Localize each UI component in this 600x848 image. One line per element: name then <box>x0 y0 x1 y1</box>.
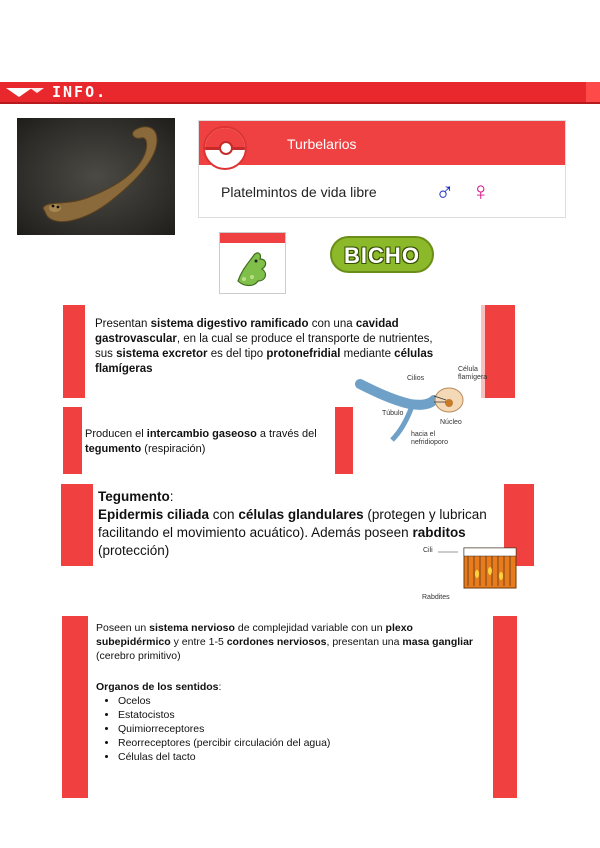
diagram-label-celula: Célula <box>458 366 478 373</box>
panel-respiration <box>63 407 353 474</box>
chevron-down-icon <box>6 88 32 97</box>
diagram-label-tubulo: Túbulo <box>382 410 404 417</box>
sense-organ-item: • Estatocistos <box>118 708 488 722</box>
panel-left-stripe <box>62 616 88 798</box>
panel4-text: Poseen un sistema nervioso de complejidad variable con un plexo subepidérmico y entre 1-5 cordones nerviosos, presentan una masa gangliar (cerebro primitivo) <box>96 622 474 662</box>
diagram-label-flamigera: flamígera <box>458 374 488 381</box>
type-badge <box>330 236 434 273</box>
diagram-label-nucleo: Núcleo <box>440 419 462 426</box>
diagram-label-cilios: Cilios <box>407 375 425 382</box>
sense-organ-item: • Quimiorreceptores <box>118 722 488 736</box>
caterpillar-sprite-icon <box>232 247 274 289</box>
type-badge-label: BICHO <box>344 243 420 268</box>
panel-left-stripe <box>61 484 93 566</box>
diagram-label-hacia: hacia el <box>411 431 436 438</box>
sense-organ-item: • Ocelos <box>118 694 488 708</box>
diagram-label-cili: Cili <box>423 547 433 554</box>
senses-list <box>96 694 488 764</box>
diagram-label-rabdites: Rabdites <box>422 594 450 601</box>
panel-nervous <box>62 616 517 798</box>
panel2-text: Producen el intercambio gaseoso a través del tegumento (respiración) <box>85 428 317 455</box>
info-label: INFO. <box>52 83 108 101</box>
card-header <box>199 121 565 165</box>
diagram-label-nefridioporo: nefridioporo <box>411 439 448 446</box>
sprite-box <box>219 232 286 294</box>
species-title: Turbelarios <box>287 136 357 152</box>
sprite-box-bar <box>220 233 285 243</box>
species-subtitle: Platelmintos de vida libre <box>221 184 377 200</box>
planarian-photo <box>17 118 175 235</box>
panel-right-stripe <box>335 407 353 474</box>
senses-heading: Organos de los sentidos: <box>96 681 222 693</box>
panel-left-stripe <box>63 305 85 398</box>
panel3-text: Tegumento: Epidermis ciliada con células glandulares (protegen y lubrican facilitando el movimiento acuático). Además poseen rabditos (protección) <box>98 489 487 558</box>
sense-organ-item: • Reorreceptores (percibir circulación del agua) <box>118 736 488 750</box>
species-card <box>198 120 566 218</box>
male-icon: ♂ <box>435 176 455 206</box>
info-bar <box>0 82 600 104</box>
panel-left-stripe <box>63 407 82 474</box>
pokeball-icon <box>203 126 247 170</box>
flame-cell-diagram <box>352 370 492 450</box>
panel3-heading: Tegumento <box>98 489 170 504</box>
info-bar-end <box>586 82 600 102</box>
panel1-text: Presentan sistema digestivo ramificado con una cavidad gastrovascular, en la cual se produce el transporte de nutrientes, sus sistema excretor es del tipo protonefridial mediante células flamígeras <box>95 318 434 375</box>
cilia-diagram <box>430 544 520 590</box>
female-icon: ♀ <box>471 176 491 206</box>
panel-right-stripe <box>493 616 517 798</box>
sense-organ-item: • Células del tacto <box>118 750 488 764</box>
chevron-small-icon <box>30 88 44 93</box>
